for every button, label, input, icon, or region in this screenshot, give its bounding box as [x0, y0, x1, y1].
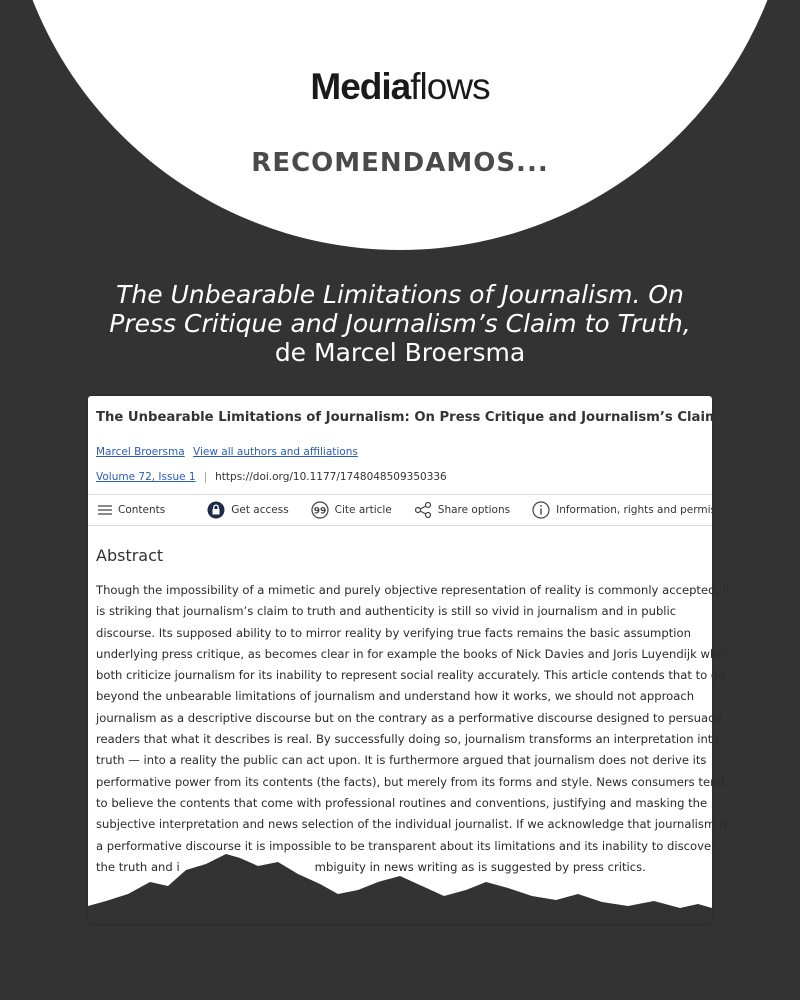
abstract-heading: Abstract — [96, 546, 164, 565]
abstract-line: both criticize journalism for its inability to represent social reality accurately. This article contends that to go — [96, 668, 726, 683]
abstract-line: journalism as a descriptive discourse but on the contrary as a performative discourse designed to persuade — [96, 710, 723, 725]
brand-logo-bold: Media — [310, 66, 411, 107]
abstract-line: Though the impossibility of a mimetic and purely objective representation of reality is commonly accepted, it — [96, 583, 731, 597]
header-circle — [5, 0, 795, 250]
share-options-label: Share options — [437, 504, 511, 516]
torn-paper-edge — [88, 396, 712, 924]
abstract-line: to believe the contents that come with professional routines and conventions, justifying and masking the — [96, 795, 708, 810]
brand-logo-light: flows — [410, 66, 490, 107]
abstract-line-fragment: the truth and i — [96, 859, 180, 874]
information-label: Information, rights and permissions — [556, 504, 743, 516]
article-screenshot — [88, 396, 783, 924]
article-title: The Unbearable Limitations of Journalism: On Press Critique and Journalism’s Claim to Truth — [96, 410, 783, 425]
volume-link[interactable]: Volume 72, Issue 1 — [96, 471, 196, 483]
all-authors-link[interactable]: View all authors and affiliations — [193, 446, 358, 458]
book-title-line-2: Press Critique and Journalism’s Claim to Truth, — [109, 309, 691, 338]
abstract-line: underlying press critique, as becomes clear in for example the books of Nick Davies and Joris Luyendijk who — [96, 646, 725, 661]
doi: https://doi.org/10.1177/1748048509350336 — [215, 471, 447, 483]
abstract-line: discourse. Its supposed ability to to mirror reality by verifying true facts remains the basic assumption — [96, 625, 691, 640]
abstract-line: beyond the unbearable limitations of journalism and understand how it works, we should not approach — [96, 689, 695, 704]
recommend-heading: RECOMENDAMOS... — [251, 148, 549, 178]
author-link[interactable]: Marcel Broersma — [96, 446, 185, 458]
abstract-line-fragment: mbiguity in news writing as is suggested by press critics. — [314, 859, 646, 874]
meta-separator: | — [203, 471, 208, 483]
brand-logo — [0, 66, 800, 108]
cite-article-label: Cite article — [334, 504, 392, 516]
abstract-line: performative power from its contents (the facts), but merely from its forms and style. News consumers tend — [96, 774, 725, 789]
abstract-line: subjective interpretation and news selection of the individual journalist. If we acknowledge that journalism is — [96, 817, 729, 832]
book-title-block — [40, 280, 760, 367]
abstract-line: readers that what it describes is real. By successfully doing so, journalism transforms an interpretation into — [96, 732, 720, 747]
get-access-label: Get access — [231, 504, 289, 516]
book-author: de Marcel Broersma — [274, 338, 526, 367]
abstract-line: is striking that journalism’s claim to truth and authenticity is still so vivid in journalism and in public — [96, 604, 677, 619]
svg-text:99: 99 — [313, 506, 326, 517]
abstract-line: truth — into a reality the public can act upon. It is furthermore argued that journalism does not derive its — [96, 753, 707, 768]
contents-label: Contents — [118, 504, 166, 516]
book-title-line-1: The Unbearable Limitations of Journalism. On — [116, 280, 684, 309]
abstract-line: a performative discourse it is impossible to be transparent about its limitations and its inability to discover — [96, 838, 716, 853]
